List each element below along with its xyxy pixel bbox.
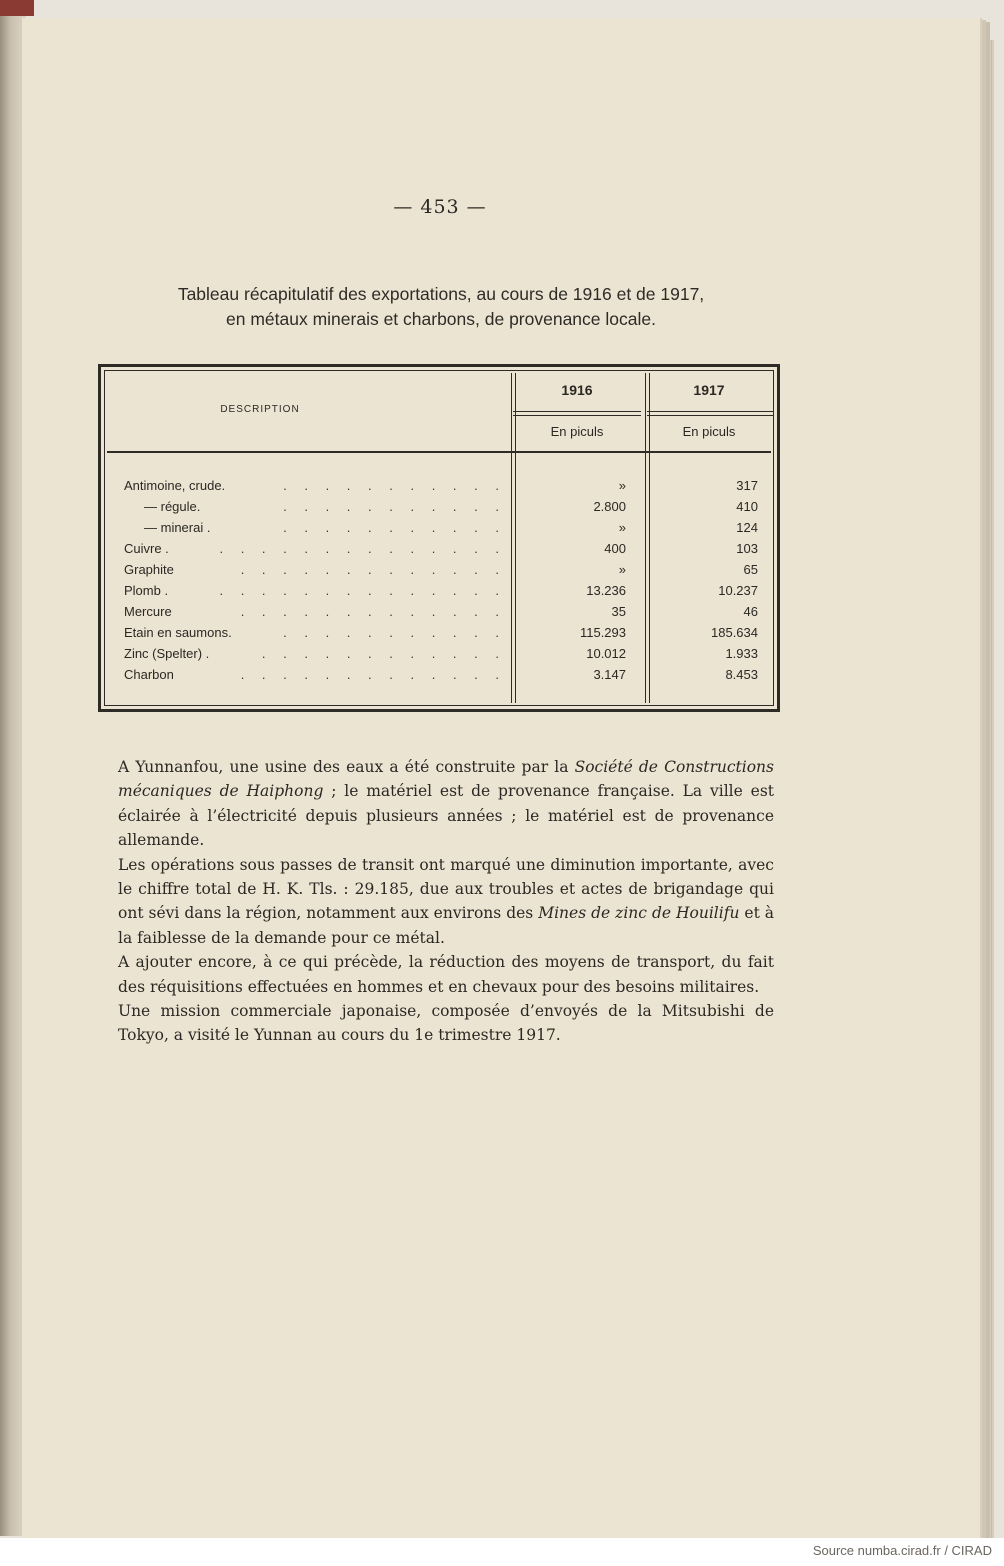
value-1916: 3.147	[593, 667, 626, 682]
leader-dots: . . . . . . . . . . . . .	[240, 562, 506, 577]
leader-dots: . . . . . . . . . . .	[283, 478, 506, 493]
table-row	[122, 583, 762, 603]
row-label: Graphite	[124, 562, 178, 577]
header-rule	[513, 415, 641, 416]
row-label: Charbon	[124, 667, 178, 682]
table-row	[122, 604, 762, 624]
header-unit-1916: En piculs	[550, 424, 604, 439]
leader-dots: . . . . . . . . . . .	[283, 499, 506, 514]
paragraph-2-italic: Mines de zinc de Houilifu	[538, 904, 740, 923]
header-rule	[647, 411, 773, 412]
value-1917: 103	[736, 541, 758, 556]
binding-ribbon	[0, 0, 34, 16]
value-1916: »	[618, 562, 626, 577]
header-year-1916: 1916	[561, 382, 593, 398]
row-label: Plomb .	[124, 583, 172, 598]
value-1916: 13.236	[586, 583, 626, 598]
table-row	[122, 646, 762, 666]
value-1917: 46	[743, 604, 758, 619]
row-label: Etain en saumons.	[124, 625, 236, 640]
value-1917: 410	[736, 499, 758, 514]
page-number: — 453 —	[393, 196, 487, 218]
body-text	[118, 755, 774, 1048]
value-1916: »	[618, 520, 626, 535]
value-1916: 35	[611, 604, 626, 619]
paragraph-1-text-end: ; le matériel est de provenance française. La ville est éclairée à l’électricité depuis plusieurs années ; le matériel est de provenance allemande.	[118, 782, 774, 850]
row-label: Antimoine, crude.	[124, 478, 229, 493]
value-1917: 1.933	[725, 646, 758, 661]
table-row	[122, 667, 762, 687]
table-title-line-1: Tableau récapitulatif des exportations, au cours de 1916 et de 1917,	[177, 284, 705, 304]
table-row	[122, 499, 762, 519]
paragraph-2-text-end: et à la faiblesse de la demande pour ce métal.	[118, 904, 775, 947]
value-1917: 185.634	[711, 625, 758, 640]
value-1916: 400	[604, 541, 626, 556]
paragraph-1	[118, 755, 774, 853]
paragraph-1-text: A Yunnanfou, une usine des eaux a été construite par la	[118, 758, 575, 776]
leader-dots: . . . . . . . . . . . . . .	[219, 583, 506, 598]
leader-dots: . . . . . . . . . . .	[283, 625, 506, 640]
table-row	[122, 478, 762, 498]
row-label: Zinc (Spelter) .	[124, 646, 213, 661]
header-year-1917: 1917	[693, 382, 725, 398]
header-description: DESCRIPTION	[220, 404, 300, 415]
row-label: — régule.	[144, 499, 204, 514]
table-title-line-2: en métaux minerais et charbons, de provenance locale.	[226, 309, 656, 329]
source-credit: Source numba.cirad.fr / CIRAD	[812, 1543, 992, 1558]
header-rule	[513, 411, 641, 412]
leader-dots: . . . . . . . . . . . .	[261, 646, 506, 661]
leader-dots: . . . . . . . . . . .	[283, 520, 506, 535]
paragraph-4: Une mission commerciale japonaise, composée d’envoyés de la Mitsubishi de Tokyo, a visité le Yunnan au cours du 1e trimestre 1917.	[118, 1002, 774, 1045]
paragraph-3: A ajouter encore, à ce qui précède, la réduction des moyens de transport, du fait des réquisitions effectuées en hommes et en chevaux pour des besoins militaires.	[118, 953, 774, 996]
value-1917: 317	[736, 478, 758, 493]
header-unit-1917: En piculs	[682, 424, 736, 439]
header-bottom-rule	[107, 451, 771, 453]
table-row	[122, 520, 762, 540]
header-rule	[647, 415, 773, 416]
leader-dots: . . . . . . . . . . . . . .	[219, 541, 506, 556]
table-row	[122, 562, 762, 582]
row-label: Cuivre .	[124, 541, 173, 556]
value-1917: 8.453	[725, 667, 758, 682]
table-title	[96, 282, 786, 332]
row-label: — minerai .	[144, 520, 214, 535]
value-1916: »	[618, 478, 626, 493]
value-1916: 2.800	[593, 499, 626, 514]
value-1917: 10.237	[718, 583, 758, 598]
paragraph-1-italic: Société de Constructions mécaniques de Haiphong	[118, 758, 774, 801]
value-1916: 115.293	[579, 625, 626, 640]
table-row	[122, 625, 762, 645]
value-1917: 65	[743, 562, 758, 577]
paragraph-2-text: Les opérations sous passes de transit ont marqué une diminution importante, avec le chiffre total de H. K. Tls. : 29.185, due aux troubles et actes de brigandage qui ont sévi dans la région, notamment aux environs des	[118, 855, 774, 923]
row-label: Mercure	[124, 604, 176, 619]
leader-dots: . . . . . . . . . . . . .	[240, 667, 506, 682]
table-row	[122, 541, 762, 561]
value-1917: 124	[736, 520, 758, 535]
leader-dots: . . . . . . . . . . . . .	[240, 604, 506, 619]
value-1916: 10.012	[586, 646, 626, 661]
paragraph-2	[118, 853, 774, 951]
